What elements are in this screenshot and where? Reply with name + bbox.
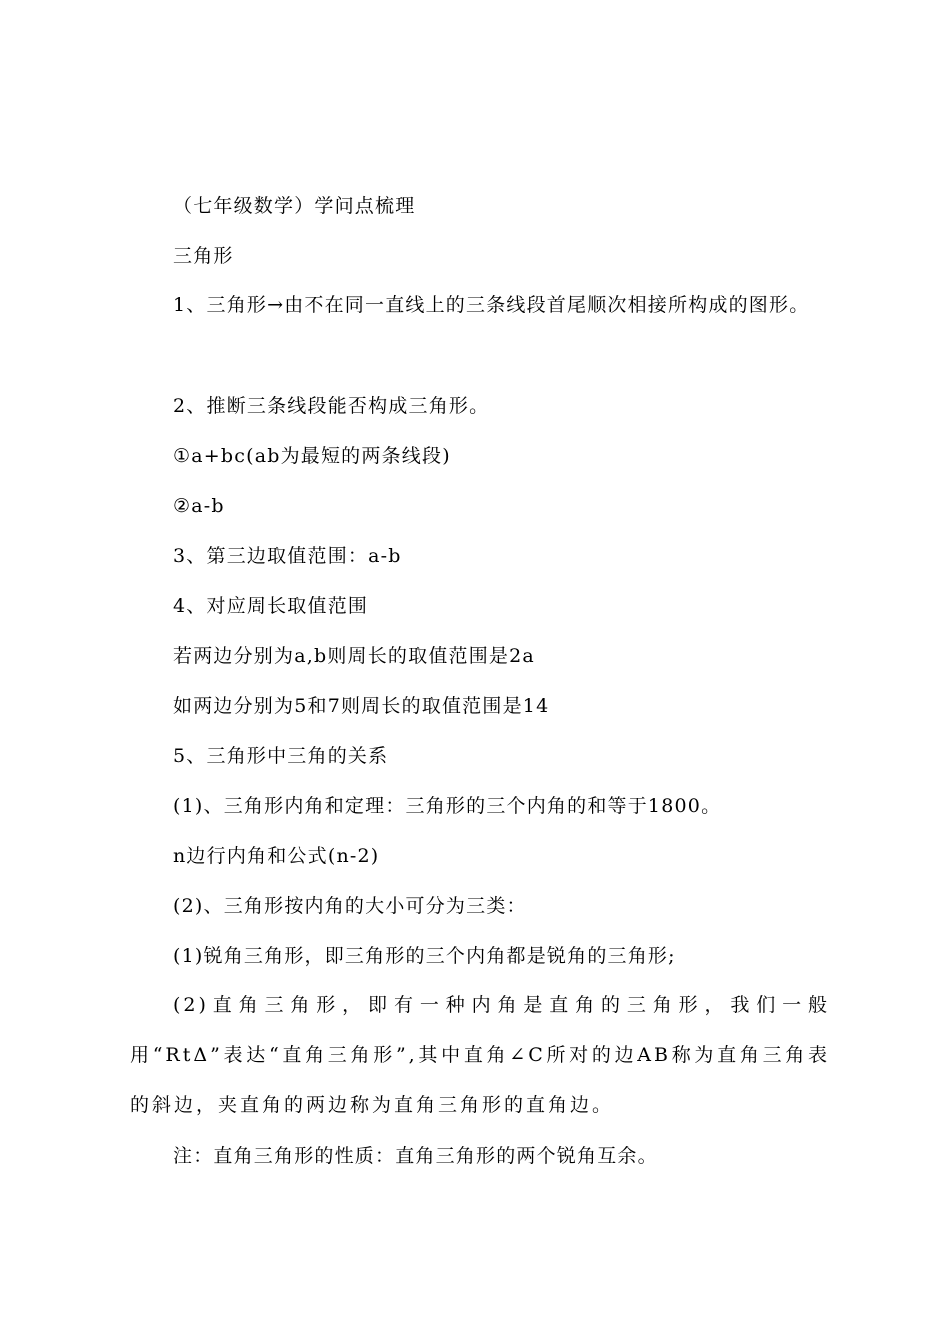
paragraph-4: ②a-b	[173, 495, 225, 517]
paragraph-6: 4、对应周长取值范围	[173, 595, 369, 617]
paragraph-8: 如两边分别为5和7则周长的取值范围是14	[173, 695, 550, 717]
paragraph-2: 2、推断三条线段能否构成三角形。	[173, 395, 490, 417]
paragraph-5: 3、第三边取值范围：a-b	[173, 545, 402, 567]
section-heading: 三角形	[173, 245, 234, 267]
paragraph-12: (2)、三角形按内角的大小可分为三类：	[173, 895, 527, 917]
paragraph-13: (1)锐角三角形，即三角形的三个内角都是锐角的三角形;	[173, 945, 676, 967]
paragraph-10: (1)、三角形内角和定理：三角形的三个内角的和等于1800。	[173, 795, 722, 817]
paragraph-3: ①a+bc(ab为最短的两条线段)	[173, 445, 451, 467]
paragraph-9: 5、三角形中三角的关系	[173, 745, 389, 767]
paragraph-1: 1、三角形→由不在同一直线上的三条线段首尾顺次相接所构成的图形。	[173, 294, 810, 316]
paragraph-11: n边行内角和公式(n-2)	[173, 845, 380, 867]
paragraph-7: 若两边分别为a,b则周长的取值范围是2a	[173, 645, 535, 667]
paragraph-14: (2)直角三角形，即有一种内角是直角的三角形，我们一般用“RtΔ”表达“直角三角形”,其中直角∠C所对的边AB称为直角三角表的斜边，夹直角的两边称为直角三角形的直角边。	[130, 994, 830, 1116]
document-title: （七年级数学）学问点梳理	[173, 195, 416, 217]
paragraph-15: 注：直角三角形的性质：直角三角形的两个锐角互余。	[173, 1145, 658, 1167]
